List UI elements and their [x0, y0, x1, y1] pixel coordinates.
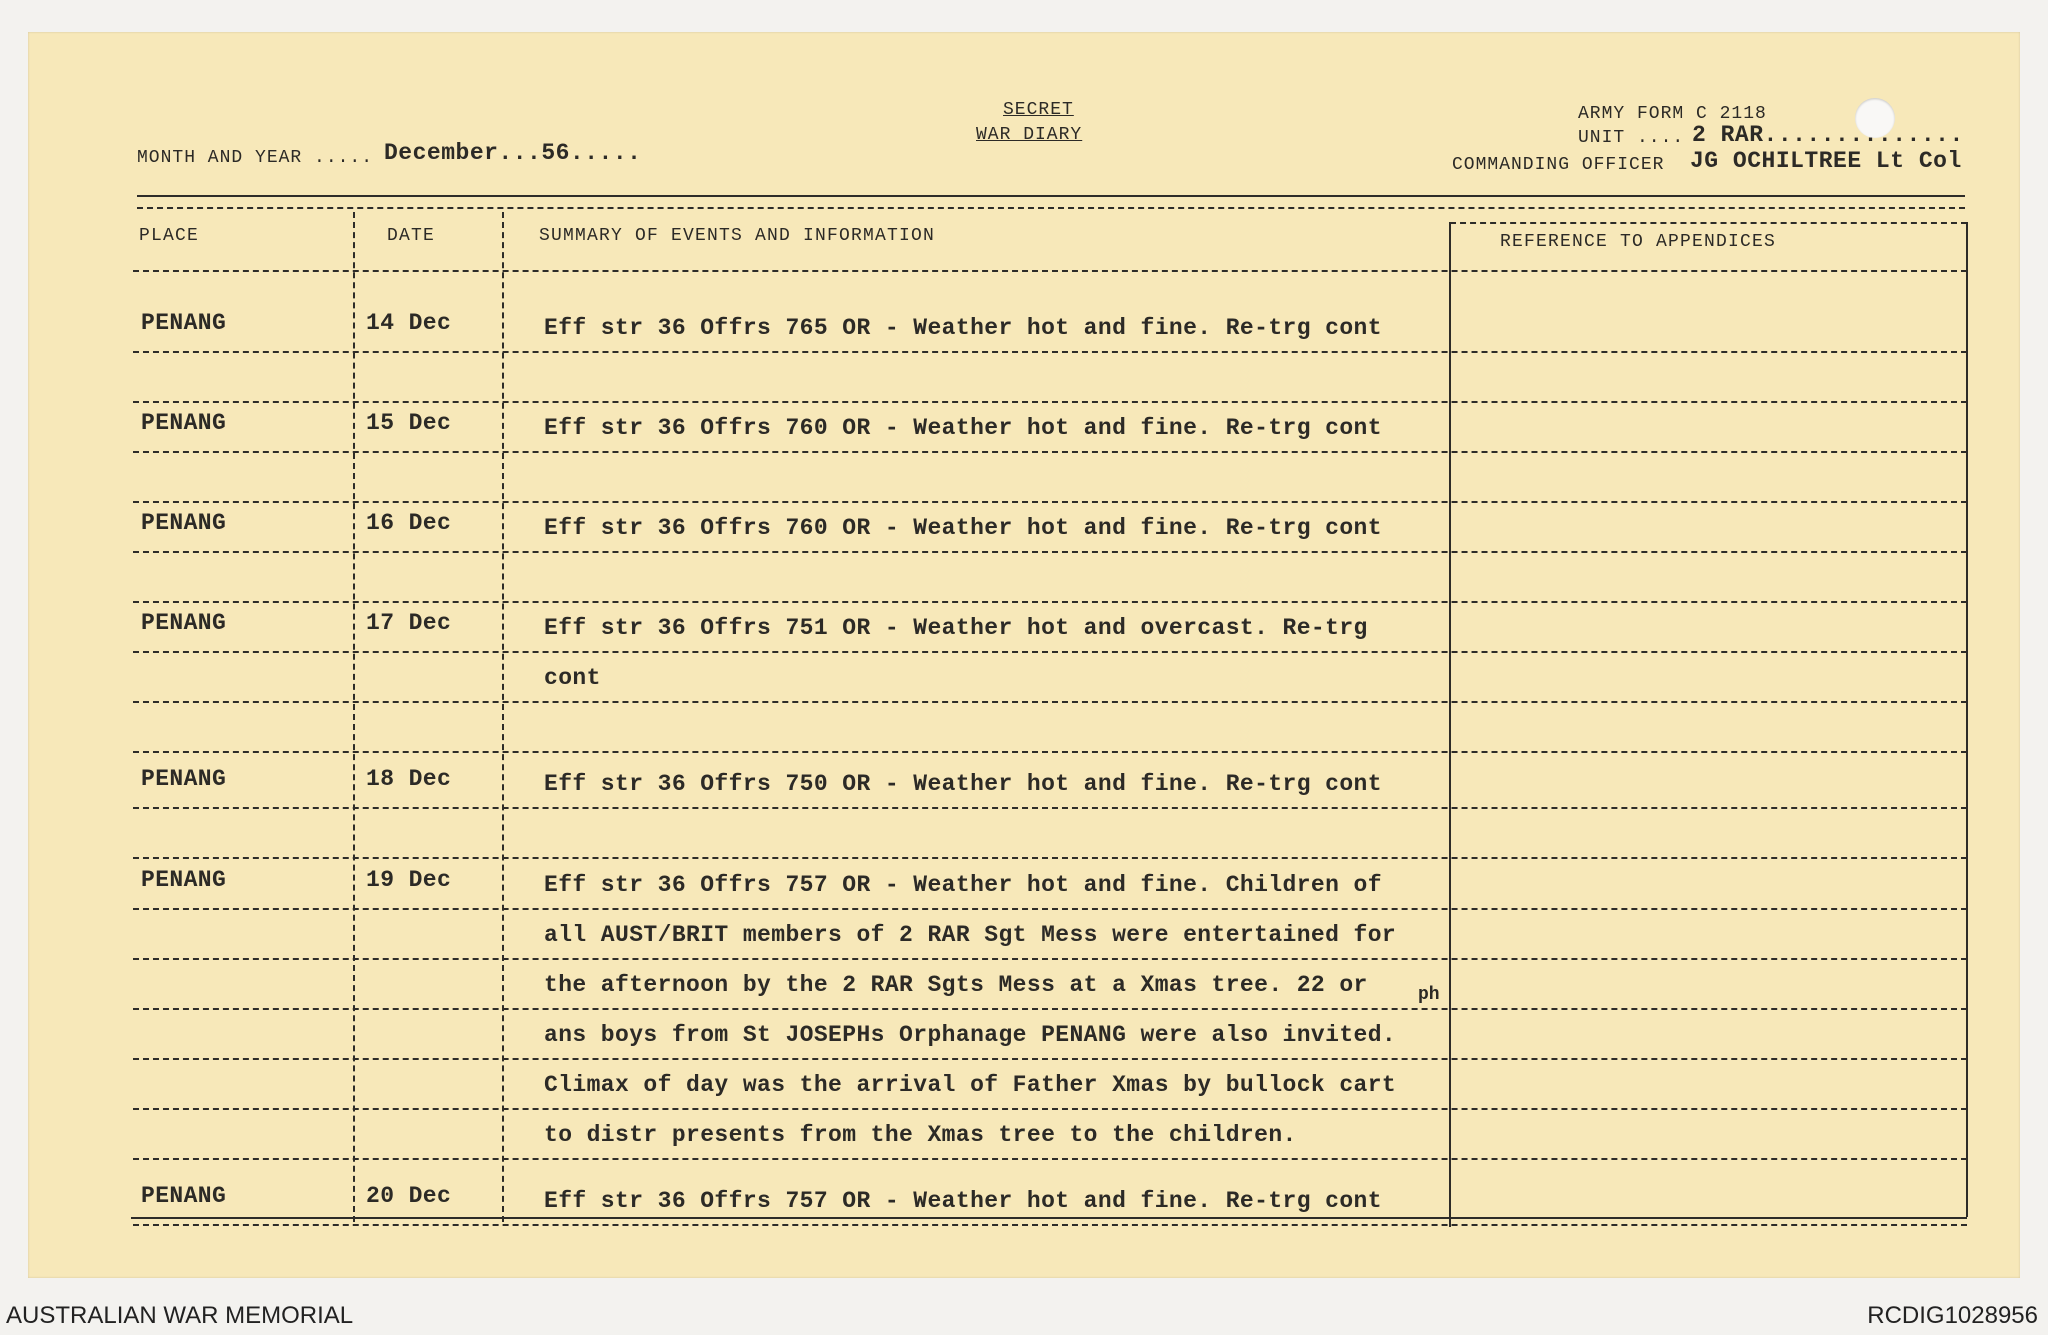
month-year-value: December...56.....: [384, 140, 642, 166]
entry-date: 15 Dec: [366, 410, 452, 436]
ruled-line: [133, 401, 1967, 403]
entry-place: PENANG: [141, 310, 227, 336]
unit-label: UNIT ....: [1578, 128, 1685, 148]
entry-summary-line: to distr presents from the Xmas tree to the children.: [544, 1122, 1297, 1148]
ruled-line: [133, 908, 1967, 910]
ruled-line: [133, 1108, 1967, 1110]
entry-date: 16 Dec: [366, 510, 452, 536]
ruled-line: [133, 701, 1967, 703]
ruled-line: [133, 651, 1967, 653]
entry-place: PENANG: [141, 766, 227, 792]
reference-top-rule: [1450, 222, 1967, 224]
column-header-date: DATE: [387, 226, 436, 246]
ruled-line: [133, 601, 1967, 603]
column-header-reference: REFERENCE TO APPENDICES: [1500, 232, 1777, 252]
ruled-line: [133, 857, 1967, 859]
entry-summary-line: Eff str 36 Offrs 757 OR - Weather hot and fine. Children of: [544, 872, 1382, 898]
header-bottom-rule: [133, 270, 1967, 272]
commanding-officer-label: COMMANDING OFFICER: [1452, 155, 1665, 175]
column-header-summary: SUMMARY OF EVENTS AND INFORMATION: [539, 226, 936, 246]
entry-summary-line: the afternoon by the 2 RAR Sgts Mess at a Xmas tree. 22 or: [544, 972, 1368, 998]
entry-place: PENANG: [141, 867, 227, 893]
entry-summary-line: cont: [544, 665, 601, 691]
entry-date: 19 Dec: [366, 867, 452, 893]
unit-value: 2 RAR..............: [1692, 122, 1964, 148]
footer-record-id: RCDIG1028956: [1867, 1302, 2038, 1329]
entry-summary-line: Eff str 36 Offrs 751 OR - Weather hot and overcast. Re-trg: [544, 615, 1368, 641]
ruled-line: [133, 451, 1967, 453]
army-form-label: ARMY FORM C 2118: [1578, 104, 1767, 124]
table-bottom-rule: [131, 1217, 1967, 1219]
ruled-line: [133, 751, 1967, 753]
entry-date: 20 Dec: [366, 1183, 452, 1209]
ruled-line: [133, 807, 1967, 809]
entry-summary-line: Climax of day was the arrival of Father Xmas by bullock cart: [544, 1072, 1397, 1098]
entry-place: PENANG: [141, 510, 227, 536]
ruled-line: [133, 551, 1967, 553]
entry-date: 17 Dec: [366, 610, 452, 636]
col-divider-place-date: [353, 212, 355, 1222]
column-header-place: PLACE: [139, 226, 200, 246]
col-divider-date-summary: [502, 212, 504, 1222]
entry-place: PENANG: [141, 1183, 227, 1209]
ruled-line: [133, 351, 1967, 353]
table-top-rule: [137, 195, 1965, 197]
secret-stamp: SECRET: [1003, 100, 1074, 120]
table-right-edge: [1966, 222, 1968, 1217]
entry-summary-line: Eff str 36 Offrs 757 OR - Weather hot and fine. Re-trg cont: [544, 1188, 1382, 1214]
entry-summary-line: ans boys from St JOSEPHs Orphanage PENANG were also invited.: [544, 1022, 1397, 1048]
entry-date: 14 Dec: [366, 310, 452, 336]
entry-date: 18 Dec: [366, 766, 452, 792]
entry-summary-line: Eff str 36 Offrs 760 OR - Weather hot and fine. Re-trg cont: [544, 515, 1382, 541]
war-diary-title: WAR DIARY: [976, 125, 1083, 145]
entry-place: PENANG: [141, 410, 227, 436]
month-year-label: MONTH AND YEAR .....: [137, 148, 374, 168]
table-top-rule-2: [137, 207, 1965, 209]
ruled-line: [133, 1158, 1967, 1160]
entry-summary-line: Eff str 36 Offrs 750 OR - Weather hot and fine. Re-trg cont: [544, 771, 1382, 797]
ruled-line: [133, 501, 1967, 503]
ruled-line: [133, 1224, 1967, 1226]
ruled-line: [133, 1008, 1967, 1010]
ruled-line: [133, 1058, 1967, 1060]
handwritten-insert: ph: [1418, 985, 1440, 1005]
commanding-officer-value: JG OCHILTREE Lt Col: [1690, 148, 1962, 174]
entry-summary-line: Eff str 36 Offrs 765 OR - Weather hot and fine. Re-trg cont: [544, 315, 1382, 341]
footer-archive-name: AUSTRALIAN WAR MEMORIAL: [6, 1302, 354, 1329]
entry-summary-line: all AUST/BRIT members of 2 RAR Sgt Mess were entertained for: [544, 922, 1397, 948]
col-divider-summary-reference: [1449, 222, 1451, 1227]
entry-place: PENANG: [141, 610, 227, 636]
ruled-line: [133, 958, 1967, 960]
entry-summary-line: Eff str 36 Offrs 760 OR - Weather hot and fine. Re-trg cont: [544, 415, 1382, 441]
